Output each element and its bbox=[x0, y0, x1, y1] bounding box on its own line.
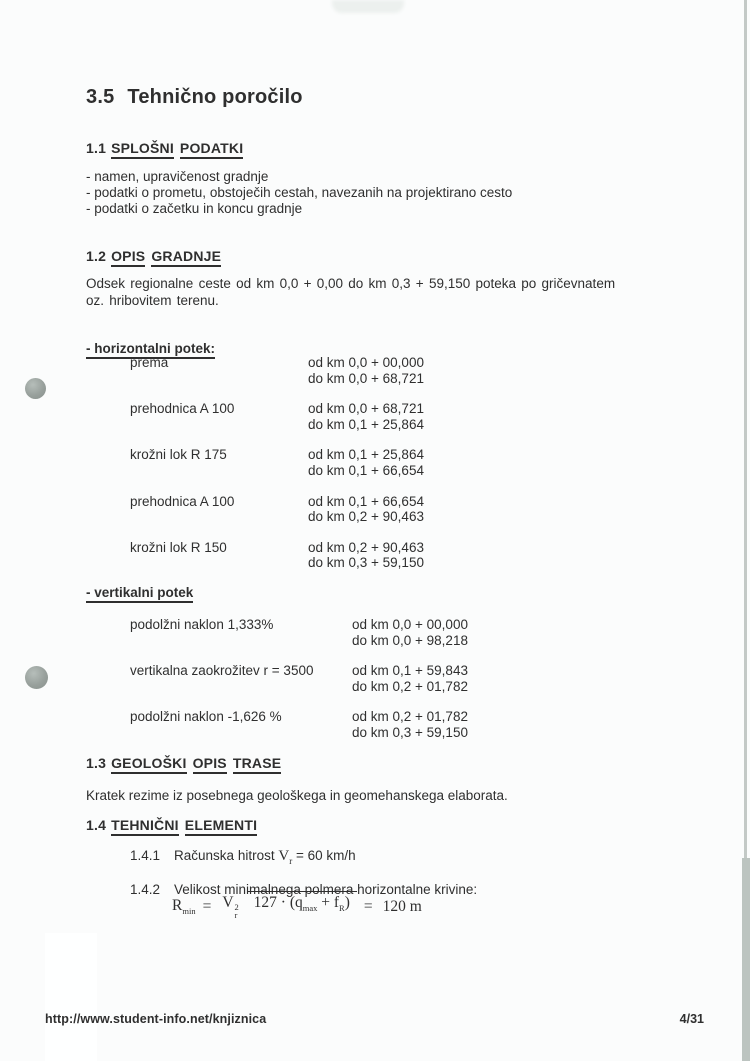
heading-word: OPIS bbox=[111, 248, 145, 267]
heading-word: GRADNJE bbox=[151, 248, 221, 267]
scan-smudge bbox=[332, 0, 404, 13]
alignment-row bbox=[130, 355, 424, 386]
punch-hole-artifact bbox=[25, 666, 48, 689]
alignment-row bbox=[130, 494, 424, 525]
heading-word: OPIS bbox=[193, 755, 227, 774]
row-od-value: od km 0,1 + 66,654 bbox=[308, 493, 424, 509]
text-line: Kratek rezime iz posebnega geološkega in geomehanskega elaborata. bbox=[86, 788, 508, 803]
variable-subscript: r bbox=[289, 856, 293, 866]
fraction-numerator bbox=[218, 894, 242, 920]
item-label: Velikost minimalnega polmera horizontalne krivine: bbox=[174, 882, 478, 897]
row-values bbox=[352, 617, 468, 648]
denominator-subscript-max: max bbox=[302, 903, 318, 914]
alignment-row bbox=[130, 401, 424, 432]
row-label: prema bbox=[130, 355, 169, 370]
row-values bbox=[308, 494, 424, 525]
text-line: oz. hribovitem terenu. bbox=[86, 292, 219, 308]
section-1-3-paragraph bbox=[86, 788, 508, 805]
heading-word: PODATKI bbox=[180, 140, 243, 159]
row-values bbox=[352, 663, 468, 694]
row-label: podolžni naklon 1,333% bbox=[130, 617, 274, 632]
text-line: Odsek regionalne ceste od km 0,0 + 0,00 do km 0,3 + 59,150 poteka po gričevnatem bbox=[86, 276, 616, 291]
section-heading-1-2 bbox=[86, 248, 227, 264]
footer-url: http://www.student-info.net/knjiznica bbox=[45, 1012, 267, 1026]
page-title bbox=[86, 86, 303, 109]
numerator-superscript: 2 bbox=[234, 902, 239, 912]
denominator-text: ) bbox=[344, 894, 350, 911]
item-label: Računska hitrost bbox=[174, 848, 275, 863]
row-od-value: od km 0,2 + 01,782 bbox=[352, 709, 468, 725]
alignment-row bbox=[130, 540, 424, 571]
bullet-list bbox=[86, 169, 512, 216]
row-do-value: do km 0,2 + 90,463 bbox=[308, 509, 424, 525]
row-do-value: do km 0,3 + 59,150 bbox=[352, 724, 468, 740]
section-heading-1-3 bbox=[86, 755, 287, 771]
formula-lhs-base: R bbox=[172, 896, 183, 914]
alignment-row bbox=[130, 709, 468, 740]
numerator-subscript: r bbox=[234, 910, 238, 920]
row-values bbox=[308, 401, 424, 432]
section-1-2-paragraph bbox=[86, 276, 615, 309]
heading-number: 1.4 bbox=[86, 817, 107, 833]
row-do-value: do km 0,2 + 01,782 bbox=[352, 678, 468, 694]
scan-light-strip bbox=[45, 933, 97, 1061]
heading-word: GEOLOŠKI bbox=[111, 755, 187, 774]
row-label: prehodnica A 100 bbox=[130, 493, 235, 509]
row-do-value: do km 0,1 + 25,864 bbox=[308, 416, 424, 432]
row-label: krožni lok R 175 bbox=[130, 447, 227, 463]
heading-word: ELEMENTI bbox=[185, 817, 257, 836]
subheading-vertical-label: - vertikalni potek bbox=[86, 585, 193, 603]
min-radius-formula bbox=[172, 894, 422, 919]
heading-word: TEHNIČNI bbox=[111, 817, 179, 836]
row-do-value: do km 0,0 + 68,721 bbox=[308, 370, 424, 386]
alignment-row bbox=[130, 663, 468, 694]
equals-sign: = bbox=[202, 897, 212, 915]
row-do-value: do km 0,3 + 59,150 bbox=[308, 555, 424, 571]
row-values bbox=[308, 447, 424, 478]
item-number: 1.4.2 bbox=[130, 882, 161, 897]
item-1-4-1 bbox=[130, 848, 356, 866]
section-heading-1-1 bbox=[86, 140, 249, 156]
heading-number: 1.2 bbox=[86, 248, 107, 264]
heading-words bbox=[111, 755, 287, 771]
speed-value: = 60 km/h bbox=[295, 848, 356, 863]
row-values bbox=[308, 540, 424, 571]
row-label: podolžni naklon -1,626 % bbox=[130, 709, 282, 725]
formula-result: 120 m bbox=[382, 897, 422, 915]
row-od-value: od km 0,0 + 00,000 bbox=[308, 355, 424, 370]
heading-words bbox=[111, 817, 263, 833]
equals-sign: = bbox=[363, 897, 373, 915]
row-do-value: do km 0,1 + 66,654 bbox=[308, 462, 424, 478]
row-od-value: od km 0,0 + 00,000 bbox=[352, 617, 468, 632]
text-line: - podatki o prometu, obstoječih cestah, navezanih na projektirano cesto bbox=[86, 184, 513, 200]
horizontal-alignment-table bbox=[130, 355, 424, 586]
heading-words bbox=[111, 140, 249, 156]
fraction-denominator bbox=[247, 891, 357, 914]
heading-number: 1.3 bbox=[86, 755, 107, 771]
title-text: Tehnično poročilo bbox=[127, 86, 303, 108]
heading-word: TRASE bbox=[233, 755, 281, 774]
alignment-row bbox=[130, 447, 424, 478]
vertical-alignment-table bbox=[130, 617, 468, 756]
variable-base: V bbox=[278, 848, 290, 864]
row-od-value: od km 0,1 + 25,864 bbox=[308, 447, 424, 463]
alignment-row bbox=[130, 617, 468, 648]
formula-fraction bbox=[218, 894, 357, 919]
section-heading-1-4 bbox=[86, 817, 263, 833]
row-do-value: do km 0,0 + 98,218 bbox=[352, 632, 468, 648]
row-values bbox=[352, 709, 468, 740]
heading-words bbox=[111, 248, 227, 264]
denominator-text: + f bbox=[317, 894, 340, 911]
subheading-horizontal-label: - horizontalni potek: bbox=[86, 341, 215, 359]
formula-lhs-subscript: min bbox=[182, 906, 196, 917]
heading-word: SPLOŠNI bbox=[111, 140, 174, 159]
denominator-text: 127 · (q bbox=[253, 894, 303, 911]
punch-hole-artifact bbox=[25, 378, 46, 399]
heading-number: 1.1 bbox=[86, 140, 107, 156]
footer-page-number: 4/31 bbox=[679, 1012, 704, 1026]
speed-variable bbox=[278, 848, 292, 864]
denominator-subscript-r: R bbox=[339, 903, 345, 914]
text-line: - podatki o začetku in koncu gradnje bbox=[86, 200, 303, 216]
subheading-vertical bbox=[86, 585, 193, 600]
text-line: - namen, upravičenost gradnje bbox=[86, 169, 269, 184]
row-label: krožni lok R 150 bbox=[130, 539, 227, 555]
row-label: prehodnica A 100 bbox=[130, 401, 235, 417]
row-label: vertikalna zaokrožitev r = 3500 bbox=[130, 663, 314, 679]
row-od-value: od km 0,0 + 68,721 bbox=[308, 401, 424, 417]
item-number: 1.4.1 bbox=[130, 848, 161, 863]
numerator-supsub bbox=[235, 903, 239, 919]
row-od-value: od km 0,2 + 90,463 bbox=[308, 539, 424, 555]
title-number: 3.5 bbox=[86, 86, 115, 108]
row-values bbox=[308, 355, 424, 386]
subheading-horizontal bbox=[86, 341, 215, 356]
numerator-base: V bbox=[222, 894, 234, 911]
formula-lhs bbox=[172, 897, 196, 916]
row-od-value: od km 0,1 + 59,843 bbox=[352, 663, 468, 679]
scan-edge-line-bottom bbox=[742, 858, 750, 1061]
